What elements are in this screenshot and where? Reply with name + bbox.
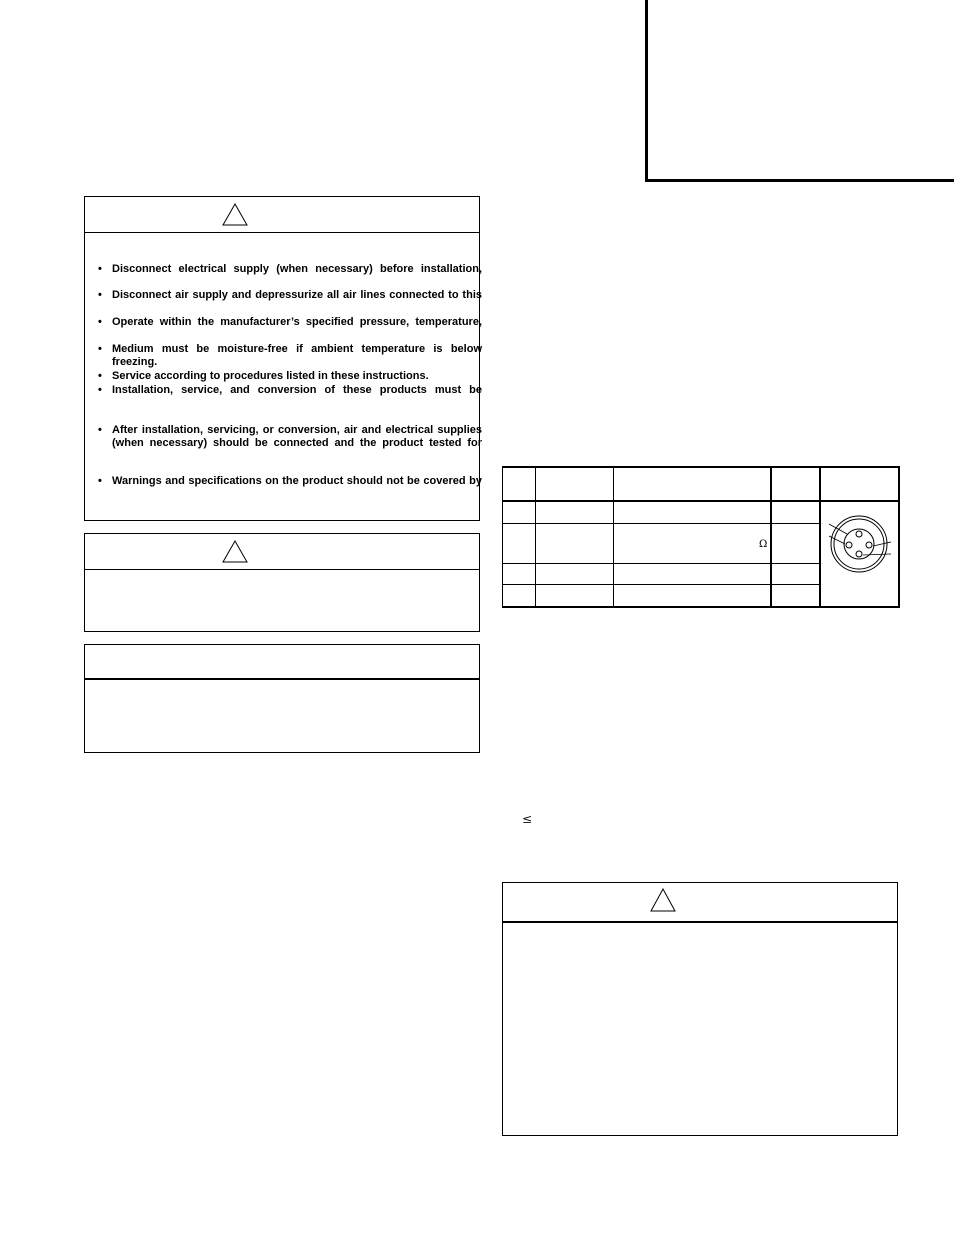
- table-rule: [502, 466, 899, 468]
- ohm-symbol: Ω: [759, 539, 768, 550]
- warning-box-header: [85, 197, 479, 233]
- table-rule: [502, 584, 820, 585]
- table-rule: [535, 466, 536, 608]
- warning-bullet: • Disconnect air supply and depressurize all air lines connected to this: [97, 289, 482, 302]
- warning-bullet: • Medium must be moisture-free if ambient temperature is below freezing.: [97, 343, 482, 368]
- header-frame: [645, 0, 954, 182]
- warning-triangle-icon: [650, 888, 676, 912]
- table-rule: [898, 466, 900, 608]
- warning-bullet: • Service according to procedures listed in these instructions.: [97, 370, 482, 383]
- note-box: [84, 644, 480, 753]
- warning-bullet: • Operate within the manufacturer’s specified pressure, temperature,: [97, 316, 482, 329]
- table-rule: [770, 466, 772, 608]
- warning-box: [84, 196, 480, 521]
- warning-triangle-icon: [222, 540, 248, 563]
- warning-triangle-icon: [222, 203, 248, 226]
- warning-bullet: • Warnings and specifications on the product should not be covered by: [97, 475, 482, 488]
- pin-assignment-table: [502, 466, 899, 608]
- spec-symbol: ≤: [522, 812, 533, 826]
- warning-box-right: [502, 882, 898, 1136]
- table-rule: [502, 466, 503, 608]
- caution-box: [84, 533, 480, 632]
- note-box-header: [85, 645, 479, 680]
- table-rule: [613, 466, 614, 608]
- connector-pinout-icon: [825, 510, 895, 574]
- caution-box-header: [85, 534, 479, 570]
- table-rule: [502, 606, 899, 608]
- table-rule: [502, 500, 899, 502]
- warning-bullet: • After installation, servicing, or conversion, air and electrical supplies (when necessary) should be connected and the product tested for: [97, 424, 482, 449]
- warning-bullet: • Installation, service, and conversion of these products must be: [97, 384, 482, 397]
- table-rule: [819, 466, 821, 608]
- table-rule: [502, 523, 820, 524]
- table-rule: [502, 563, 820, 564]
- warning-bullet: • Disconnect electrical supply (when necessary) before installation,: [97, 263, 482, 276]
- warning-box-right-header: [503, 883, 897, 923]
